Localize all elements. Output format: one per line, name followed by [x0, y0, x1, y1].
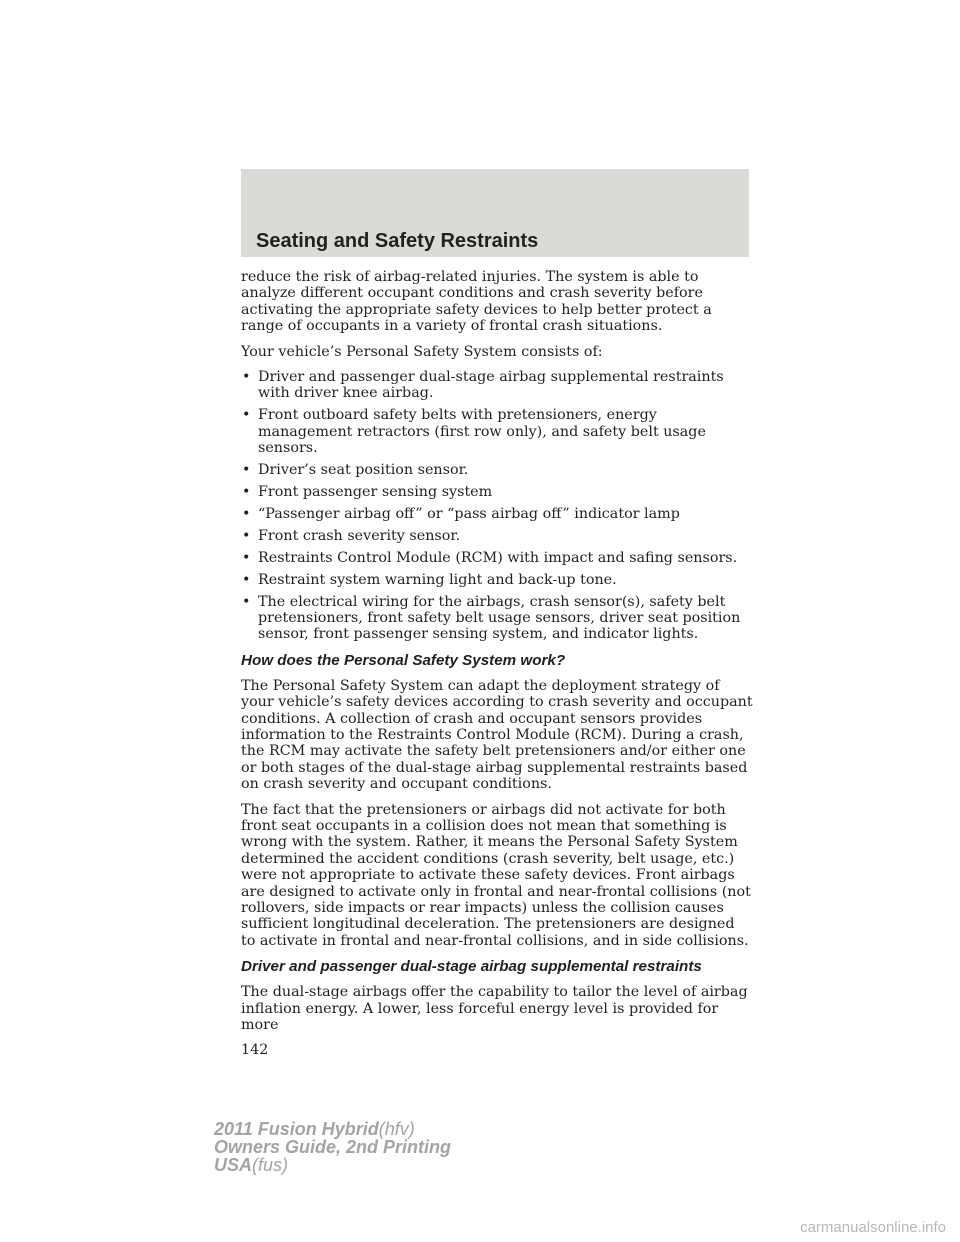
list-item-text: The electrical wiring for the airbags, crash sensor(s), safety belt pretensioners, front safety belt usage sensors, driver seat position sensor, front passenger sensing system, and indicator lights.	[258, 593, 741, 643]
system-components-list	[241, 369, 753, 643]
list-item	[241, 594, 753, 643]
bullet-icon: •	[242, 483, 251, 500]
list-item	[241, 369, 753, 402]
bullet-icon: •	[242, 571, 251, 588]
list-item	[241, 572, 753, 588]
watermark: carmanualsonline.info	[800, 1219, 946, 1236]
page-number: 142	[241, 1042, 269, 1059]
footer-market: USA	[214, 1155, 253, 1175]
list-item	[241, 407, 753, 456]
list-item-text: Driver’s seat position sensor.	[258, 462, 469, 479]
list-item	[241, 484, 753, 500]
list-item-text: Restraint system warning light and back-up tone.	[258, 571, 617, 588]
dual-stage-paragraph: The dual-stage airbags offer the capability to tailor the level of airbag inflation energy. A lower, less forceful energy level is provided for more	[241, 984, 748, 1034]
bullet-icon: •	[242, 549, 251, 566]
footer-market-code: (fus)	[252, 1155, 289, 1175]
footer-line-market	[214, 1156, 451, 1174]
list-item-text: “Passenger airbag off” or “pass airbag off” indicator lamp	[258, 505, 680, 522]
heading-how-it-works: How does the Personal Safety System work?	[241, 651, 566, 669]
footer-line-model	[214, 1120, 451, 1138]
bullet-icon: •	[242, 369, 251, 386]
page-content	[241, 269, 753, 1059]
list-item	[241, 506, 753, 522]
list-item	[241, 550, 753, 566]
list-item	[241, 462, 753, 478]
section-title: Seating and Safety Restraints	[256, 230, 539, 252]
list-item-text: Front passenger sensing system	[258, 483, 493, 500]
list-item-text: Restraints Control Module (RCM) with impact and safing sensors.	[258, 549, 738, 566]
list-item	[241, 528, 753, 544]
list-item-text: Front outboard safety belts with pretensioners, energy management retractors (first row only), and safety belt usage sensors.	[258, 407, 706, 457]
footer-line-edition	[214, 1138, 451, 1156]
bullet-icon: •	[242, 593, 251, 610]
bullet-icon: •	[242, 462, 251, 479]
bullet-icon: •	[242, 527, 251, 544]
heading-dual-stage-airbags: Driver and passenger dual-stage airbag supplemental restraints	[241, 958, 702, 976]
footer-edition: Owners Guide, 2nd Printing	[214, 1137, 452, 1157]
document-footer	[214, 1120, 451, 1174]
how-it-works-paragraph: The Personal Safety System can adapt the deployment strategy of your vehicle’s safety devices according to crash severity and occupant conditions. A collection of crash and occupant sensors provides information to the Restraints Control Module (RCM). During a crash, the RCM may activate the safety belt pretensioners and/or either one or both stages of the dual-stage airbag supplemental restraints based on crash severity and occupant conditions.	[241, 677, 753, 793]
consists-of-paragraph: Your vehicle’s Personal Safety System consists of:	[241, 343, 603, 360]
bullet-icon: •	[242, 407, 251, 424]
footer-model: 2011 Fusion Hybrid	[214, 1119, 379, 1139]
intro-paragraph: reduce the risk of airbag-related injuries. The system is able to analyze different occupant conditions and crash severity before activating the appropriate safety devices to help better protect a range of occupants in a variety of frontal crash situations.	[241, 269, 712, 335]
list-item-text: Front crash severity sensor.	[258, 527, 461, 544]
bullet-icon: •	[242, 505, 251, 522]
activation-fact-paragraph: The fact that the pretensioners or airbags did not activate for both front seat occupants in a collision does not mean that something is wrong with the system. Rather, it means the Personal Safety System determined the accident conditions (crash severity, belt usage, etc.) were not appropriate to activate these safety devices. Front airbags are designed to activate only in frontal and near-frontal collisions (not rollovers, side impacts or rear impacts) unless the collision causes sufficient longitudinal deceleration. The pretensioners are designed to activate in frontal and near-frontal collisions, and in side collisions.	[241, 801, 751, 949]
list-item-text: Driver and passenger dual-stage airbag supplemental restraints with driver knee airbag.	[258, 369, 724, 402]
footer-model-code: (hfv)	[378, 1119, 415, 1139]
